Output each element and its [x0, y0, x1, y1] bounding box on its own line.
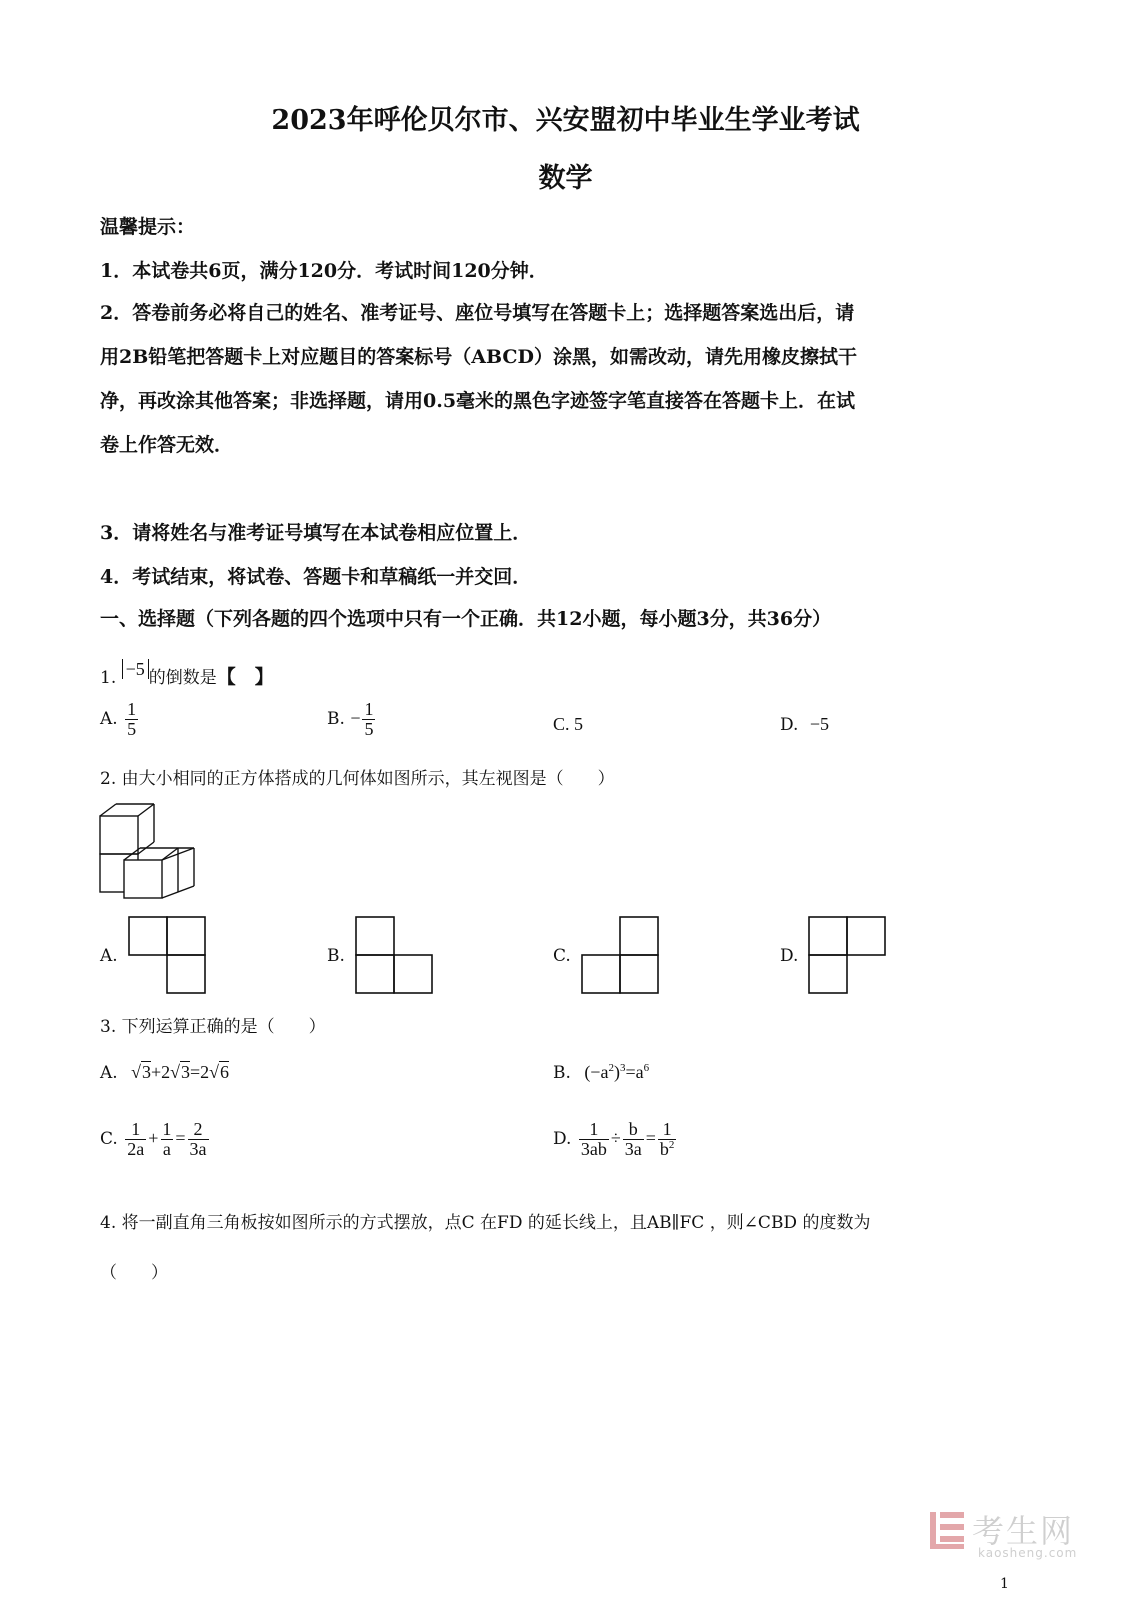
notice-item-4: 4．考试结束，将试卷、答题卡和草稿纸一并交回．	[100, 566, 532, 588]
notice-item-2-line1: 2．答卷前务必将自己的姓名、准考证号、座位号填写在答题卡上；选择题答案选出后，请	[100, 302, 855, 324]
q1-option-a[interactable]	[100, 700, 140, 739]
notice-item-1: 1．本试卷共6页，满分120分．考试时间120分钟．	[100, 260, 548, 282]
section-1-heading: 一、选择题（下列各题的四个选项中只有一个正确．共12小题，每小题3分，共36分）	[100, 608, 832, 630]
question-4: 4. 将一副直角三角板按如图所示的方式摆放，点C 在FD 的延长线上，且AB∥FC ，则∠CBD 的度数为	[100, 1213, 871, 1233]
watermark-logo	[928, 1508, 968, 1556]
question-3: 3. 下列运算正确的是（ ）	[100, 1017, 326, 1037]
notice-heading: 温馨提示：	[100, 216, 196, 238]
q3-c-operator: +	[148, 1127, 159, 1148]
q3-c-denominator-2: a	[162, 1138, 171, 1159]
q1-b-denominator: 5	[364, 718, 374, 739]
q3-option-b-label: B.	[553, 1063, 571, 1083]
q3-d-denominator-3: b	[659, 1138, 669, 1159]
q1-option-d-label: D.	[780, 715, 799, 735]
page-number: 1	[1000, 1576, 1009, 1592]
q3-d-numerator-1: 1	[589, 1119, 599, 1139]
q1-a-numerator: 1	[127, 699, 137, 719]
q3-c-equals: =	[175, 1127, 186, 1148]
watermark-url: kaosheng.com	[978, 1546, 1078, 1560]
q3-option-b[interactable]: B. $(-a^2)^3=a^6$	[553, 1062, 650, 1083]
q3-option-c[interactable]	[100, 1120, 211, 1159]
q1-option-c[interactable]: C. 5	[553, 714, 584, 734]
question-4-answer-paren: （ ）	[100, 1263, 168, 1283]
q3-d-numerator-3: 1	[662, 1119, 672, 1139]
subject-title: 数学	[538, 163, 593, 194]
q1-a-denominator: 5	[127, 718, 137, 739]
q2-option-b-figure	[355, 916, 435, 996]
q3-d-operator: ÷	[610, 1127, 621, 1148]
q2-option-c[interactable]: C.	[553, 946, 571, 966]
q1-option-d[interactable]	[780, 714, 829, 735]
q3-d-denominator-2: 3a	[624, 1138, 642, 1159]
question-2: 2. 由大小相同的正方体搭成的几何体如图所示，其左视图是（ ）	[100, 769, 615, 789]
q1-number: 1.	[100, 668, 117, 688]
notice-item-2-line4: 卷上作答无效．	[100, 434, 234, 456]
q3-d-denominator-1: 3ab	[580, 1138, 607, 1159]
q1-d-value: −5	[809, 714, 829, 734]
watermark-logo-icon	[928, 1508, 968, 1552]
q2-option-a[interactable]: A.	[100, 946, 118, 966]
q1-absolute-value: −5	[122, 659, 149, 679]
q3-option-c-label: C.	[100, 1128, 118, 1149]
q1-text: 的倒数是	[148, 668, 217, 688]
q1-option-a-label: A.	[100, 708, 118, 729]
q3-d-equals: =	[645, 1127, 656, 1148]
q1-b-numerator: 1	[364, 699, 374, 719]
exam-title: 2023年呼伦贝尔市、兴安盟初中毕业生学业考试	[271, 105, 860, 136]
q2-option-d-figure	[808, 916, 888, 996]
q3-c-numerator-1: 1	[131, 1119, 141, 1139]
q3-d-numerator-2: b	[628, 1119, 638, 1139]
q3-c-numerator-2: 1	[162, 1119, 172, 1139]
q3-option-a[interactable]: A. √3+2√3=2√6	[100, 1062, 230, 1083]
q1-option-b-label: B.	[327, 708, 345, 729]
q3-option-d[interactable]: D. $\frac{1}{3ab}$ ÷ $\frac{b}{3a}$ = $\frac{1}{b^2}$	[553, 1119, 675, 1159]
q3-c-denominator-3: 3a	[189, 1138, 207, 1159]
watermark-brand: 考生网	[972, 1512, 1075, 1550]
q1-option-b[interactable]	[327, 700, 377, 739]
question-1	[100, 659, 274, 689]
notice-item-2-line3: 净，再改涂其他答案；非选择题，请用0.5毫米的黑色字迹签字笔直接答在答题卡上．在试	[100, 390, 856, 412]
q3-c-numerator-3: 2	[193, 1119, 203, 1139]
q1-bracket: 【 】	[216, 666, 274, 688]
q3-option-d-label: D.	[553, 1128, 572, 1149]
q3-c-denominator-1: 2a	[127, 1138, 145, 1159]
notice-item-2-line2: 用2B铅笔把答题卡上对应题目的答案标号（ABCD）涂黑，如需改动，请先用橡皮擦拭干	[100, 346, 858, 368]
q1-b-sign: −	[350, 707, 361, 728]
notice-item-3: 3．请将姓名与准考证号填写在本试卷相应位置上．	[100, 522, 532, 544]
q2-cube-figure	[98, 802, 202, 902]
q2-option-a-figure	[128, 916, 208, 996]
q2-option-d[interactable]: D.	[780, 946, 799, 966]
q3-option-a-label: A.	[100, 1063, 118, 1083]
q2-option-c-figure	[581, 916, 661, 996]
q2-option-b[interactable]: B.	[327, 946, 345, 966]
